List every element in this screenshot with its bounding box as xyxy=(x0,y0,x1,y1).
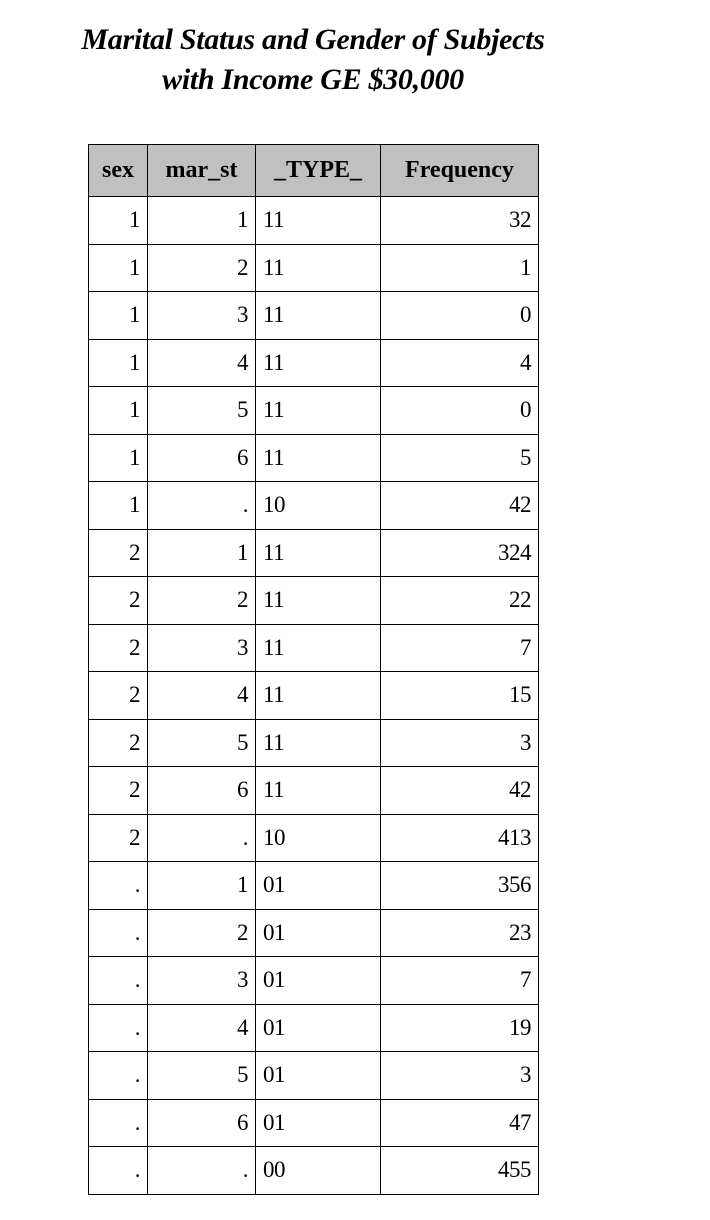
cell-sex: . xyxy=(89,1099,148,1147)
cell-mar-st: 4 xyxy=(148,672,256,720)
cell-frequency: 356 xyxy=(381,862,539,910)
cell-mar-st: 5 xyxy=(148,387,256,435)
frequency-table xyxy=(88,144,539,1195)
cell-type: 11 xyxy=(256,292,381,340)
cell-sex: 2 xyxy=(89,814,148,862)
table-row xyxy=(89,624,539,672)
table-row xyxy=(89,719,539,767)
column-header-mar-st: mar_st xyxy=(148,145,256,197)
cell-mar-st: 2 xyxy=(148,909,256,957)
cell-sex: 1 xyxy=(89,434,148,482)
cell-type: 11 xyxy=(256,197,381,245)
cell-mar-st: 4 xyxy=(148,1004,256,1052)
cell-sex: 1 xyxy=(89,292,148,340)
cell-mar-st: . xyxy=(148,1147,256,1195)
cell-sex: . xyxy=(89,1004,148,1052)
cell-type: 01 xyxy=(256,1052,381,1100)
cell-type: 11 xyxy=(256,529,381,577)
cell-frequency: 19 xyxy=(381,1004,539,1052)
column-header-sex: sex xyxy=(89,145,148,197)
cell-frequency: 4 xyxy=(381,339,539,387)
table-row xyxy=(89,1004,539,1052)
cell-mar-st: . xyxy=(148,482,256,530)
table-row xyxy=(89,244,539,292)
column-header-type: _TYPE_ xyxy=(256,145,381,197)
table-row xyxy=(89,292,539,340)
cell-type: 01 xyxy=(256,909,381,957)
table-row xyxy=(89,672,539,720)
cell-sex: 2 xyxy=(89,672,148,720)
cell-frequency: 7 xyxy=(381,624,539,672)
cell-type: 11 xyxy=(256,387,381,435)
header-row xyxy=(89,145,539,197)
table-row xyxy=(89,197,539,245)
cell-sex: 1 xyxy=(89,387,148,435)
cell-type: 00 xyxy=(256,1147,381,1195)
table-row xyxy=(89,957,539,1005)
cell-sex: 2 xyxy=(89,624,148,672)
cell-frequency: 42 xyxy=(381,482,539,530)
cell-type: 01 xyxy=(256,1099,381,1147)
table-row xyxy=(89,387,539,435)
cell-frequency: 7 xyxy=(381,957,539,1005)
table-row xyxy=(89,529,539,577)
cell-type: 11 xyxy=(256,767,381,815)
cell-frequency: 42 xyxy=(381,767,539,815)
cell-mar-st: 5 xyxy=(148,1052,256,1100)
cell-sex: . xyxy=(89,909,148,957)
cell-sex: 2 xyxy=(89,719,148,767)
cell-type: 01 xyxy=(256,862,381,910)
cell-type: 11 xyxy=(256,672,381,720)
cell-mar-st: 6 xyxy=(148,767,256,815)
cell-mar-st: 5 xyxy=(148,719,256,767)
cell-frequency: 1 xyxy=(381,244,539,292)
cell-sex: 1 xyxy=(89,244,148,292)
table-row xyxy=(89,1147,539,1195)
cell-frequency: 3 xyxy=(381,719,539,767)
report-title xyxy=(0,20,626,100)
cell-type: 11 xyxy=(256,244,381,292)
cell-frequency: 0 xyxy=(381,292,539,340)
cell-mar-st: 6 xyxy=(148,434,256,482)
table-row xyxy=(89,909,539,957)
cell-type: 11 xyxy=(256,719,381,767)
cell-type: 10 xyxy=(256,814,381,862)
cell-mar-st: . xyxy=(148,814,256,862)
cell-type: 01 xyxy=(256,1004,381,1052)
cell-sex: 1 xyxy=(89,339,148,387)
title-line-2: with Income GE $30,000 xyxy=(162,63,464,96)
cell-mar-st: 3 xyxy=(148,292,256,340)
cell-frequency: 15 xyxy=(381,672,539,720)
cell-mar-st: 4 xyxy=(148,339,256,387)
cell-frequency: 3 xyxy=(381,1052,539,1100)
cell-mar-st: 2 xyxy=(148,244,256,292)
cell-type: 11 xyxy=(256,339,381,387)
table-row xyxy=(89,814,539,862)
cell-sex: . xyxy=(89,1052,148,1100)
cell-frequency: 413 xyxy=(381,814,539,862)
cell-sex: 2 xyxy=(89,577,148,625)
table-header xyxy=(89,145,539,197)
cell-sex: . xyxy=(89,862,148,910)
cell-mar-st: 3 xyxy=(148,957,256,1005)
cell-type: 11 xyxy=(256,624,381,672)
table-row xyxy=(89,862,539,910)
cell-type: 11 xyxy=(256,577,381,625)
cell-type: 01 xyxy=(256,957,381,1005)
cell-frequency: 5 xyxy=(381,434,539,482)
table-body xyxy=(89,197,539,1195)
cell-frequency: 0 xyxy=(381,387,539,435)
cell-sex: . xyxy=(89,957,148,1005)
cell-frequency: 324 xyxy=(381,529,539,577)
title-line-1: Marital Status and Gender of Subjects xyxy=(81,23,545,56)
cell-frequency: 455 xyxy=(381,1147,539,1195)
table-row xyxy=(89,577,539,625)
cell-mar-st: 1 xyxy=(148,529,256,577)
table-row xyxy=(89,1052,539,1100)
table-row xyxy=(89,767,539,815)
cell-type: 10 xyxy=(256,482,381,530)
table-row xyxy=(89,434,539,482)
cell-mar-st: 1 xyxy=(148,862,256,910)
cell-sex: 1 xyxy=(89,482,148,530)
cell-frequency: 23 xyxy=(381,909,539,957)
cell-mar-st: 6 xyxy=(148,1099,256,1147)
cell-sex: 2 xyxy=(89,767,148,815)
table-row xyxy=(89,1099,539,1147)
cell-sex: . xyxy=(89,1147,148,1195)
cell-frequency: 22 xyxy=(381,577,539,625)
cell-sex: 2 xyxy=(89,529,148,577)
cell-frequency: 47 xyxy=(381,1099,539,1147)
cell-frequency: 32 xyxy=(381,197,539,245)
cell-mar-st: 3 xyxy=(148,624,256,672)
column-header-frequency: Frequency xyxy=(381,145,539,197)
table-row xyxy=(89,482,539,530)
table-row xyxy=(89,339,539,387)
cell-mar-st: 1 xyxy=(148,197,256,245)
cell-sex: 1 xyxy=(89,197,148,245)
cell-type: 11 xyxy=(256,434,381,482)
cell-mar-st: 2 xyxy=(148,577,256,625)
